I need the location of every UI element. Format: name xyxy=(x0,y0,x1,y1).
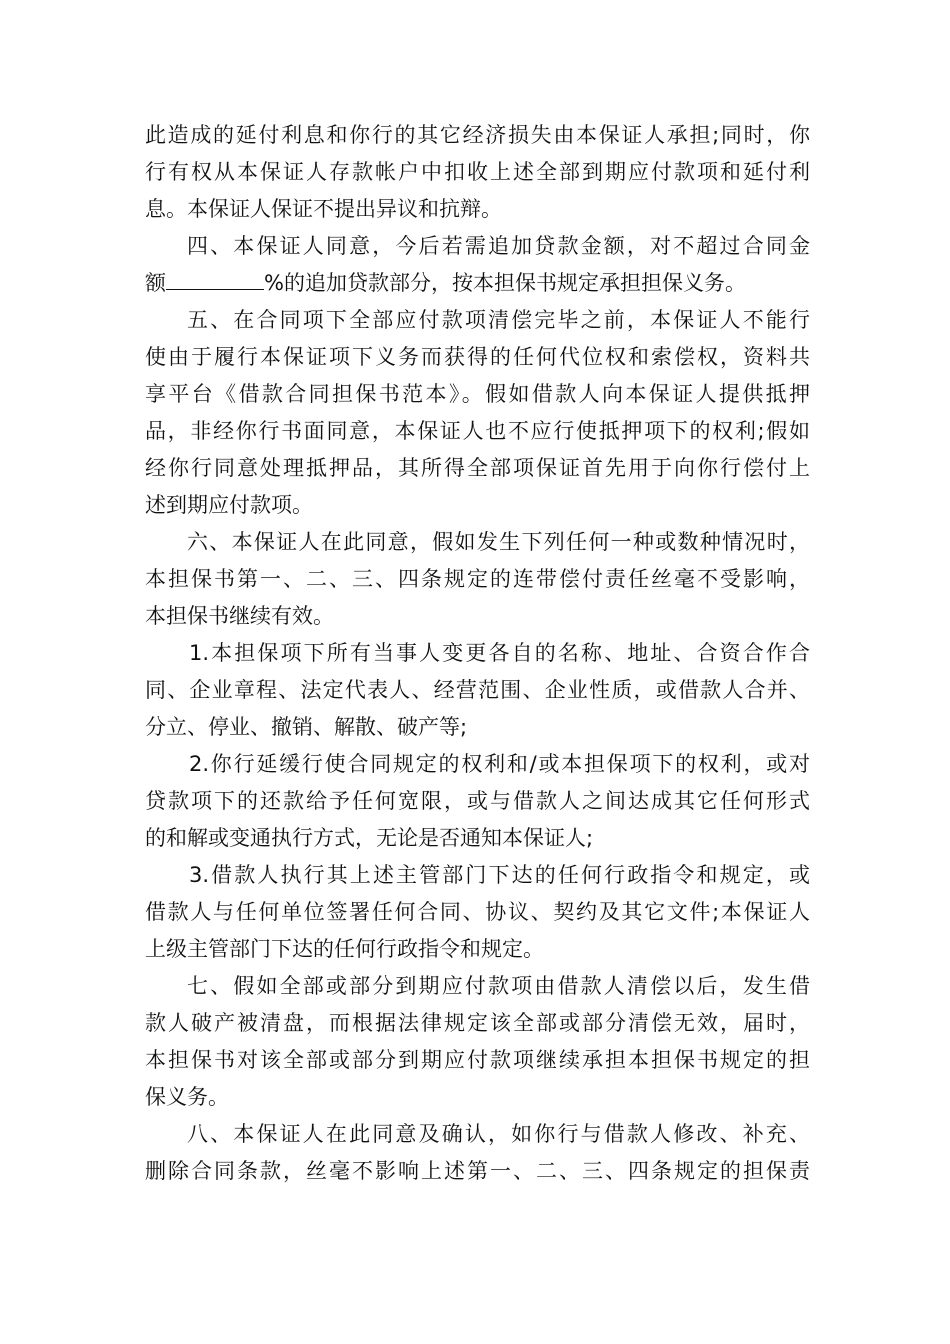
clause-7-line: 七、假如全部或部分到期应付款项由借款人清偿以后，发生借 xyxy=(187,974,810,998)
clause-4-line-with-blank xyxy=(145,265,810,302)
text-line: 使由于履行本保证项下义务而获得的任何代位权和索偿权，资料共 xyxy=(145,345,810,369)
text-line: 述到期应付款项。 xyxy=(145,493,313,517)
clause-5-line: 五、在合同项下全部应付款项清偿完毕之前，本保证人不能行 xyxy=(187,308,810,332)
item-3-line: 3.借款人执行其上述主管部门下达的任何行政指令和规定，或 xyxy=(189,863,810,887)
text-line: 本担保书第一、二、三、四条规定的连带偿付责任丝毫不受影响， xyxy=(145,567,810,591)
text-line: 款人破产被清盘，而根据法律规定该全部或部分清偿无效，届时， xyxy=(145,1011,810,1035)
text-line: 息。本保证人保证不提出异议和抗辩。 xyxy=(145,197,502,221)
fill-in-blank xyxy=(166,267,264,290)
text-line: 经你行同意处理抵押品，其所得全部项保证首先用于向你行偿付上 xyxy=(145,456,810,480)
clause-6-line: 六、本保证人在此同意，假如发生下列任何一种或数种情况时， xyxy=(187,530,810,554)
item-1-line: 1.本担保项下所有当事人变更各自的名称、地址、合资合作合 xyxy=(189,641,810,665)
text-line: 上级主管部门下达的任何行政指令和规定。 xyxy=(145,937,544,961)
text-line: 贷款项下的还款给予任何宽限，或与借款人之间达成其它任何形式 xyxy=(145,789,810,813)
text-line: 品，非经你行书面同意，本保证人也不应行使抵押项下的权利;假如 xyxy=(145,419,810,443)
text-line: 分立、停业、撤销、解散、破产等; xyxy=(145,715,468,739)
text-line: 的和解或变通执行方式，无论是否通知本保证人; xyxy=(145,826,594,850)
text-fragment: %的追加贷款部分，按本担保书规定承担担保义务。 xyxy=(264,271,746,295)
text-line: 行有权从本保证人存款帐户中扣收上述全部到期应付款项和延付利 xyxy=(145,160,810,184)
text-line: 保义务。 xyxy=(145,1085,229,1109)
text-line: 本担保书对该全部或部分到期应付款项继续承担本担保书规定的担 xyxy=(145,1048,810,1072)
text-line: 借款人与任何单位签署任何合同、协议、契约及其它文件;本保证人 xyxy=(145,900,810,924)
text-line: 本担保书继续有效。 xyxy=(145,604,334,628)
clause-8-line: 八、本保证人在此同意及确认，如你行与借款人修改、补充、 xyxy=(187,1122,810,1146)
text-line: 删除合同条款，丝毫不影响上述第一、二、三、四条规定的担保责 xyxy=(145,1159,810,1183)
clause-4-line: 四、本保证人同意，今后若需追加贷款金额，对不超过合同金 xyxy=(187,234,810,258)
text-line: 同、企业章程、法定代表人、经营范围、企业性质，或借款人合并、 xyxy=(145,678,810,702)
text-line: 此造成的延付利息和你行的其它经济损失由本保证人承担;同时，你 xyxy=(145,123,810,147)
text-line: 享平台《借款合同担保书范本》。假如借款人向本保证人提供抵押 xyxy=(145,382,810,406)
text-fragment: 额 xyxy=(145,271,166,295)
document-body xyxy=(145,117,810,1190)
item-2-line: 2.你行延缓行使合同规定的权利和/或本担保项下的权利，或对 xyxy=(189,752,810,776)
